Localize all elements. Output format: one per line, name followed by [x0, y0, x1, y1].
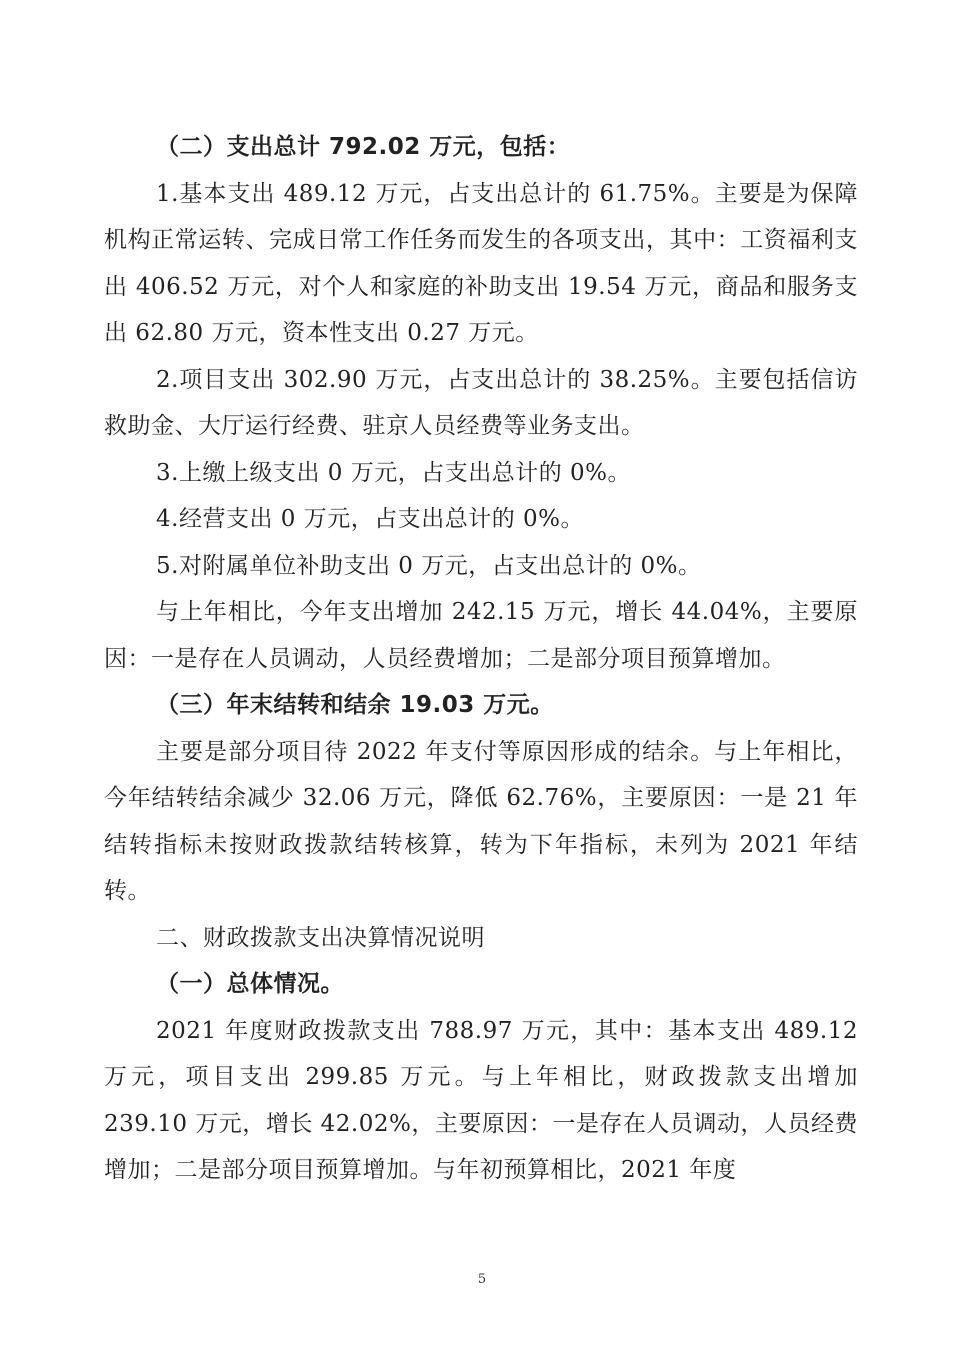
section-heading-overview: （一）总体情况。 — [156, 971, 344, 997]
chapter-heading-fiscal-appropriation: 二、财政拨款支出决算情况说明 — [156, 924, 485, 951]
paragraph-carryover-detail: 主要是部分项目待 2022 年支付等原因形成的结余。与上年相比，今年结转结余减少 32.06 万元，降低 62.76%，主要原因：一是 21 年结转指标未按财政拨款结转核算，转为下年指标，未列为 2021 年结转。 — [104, 738, 858, 904]
section-heading-expenditure-total: （二）支出总计 792.02 万元，包括： — [156, 134, 571, 160]
paragraph-basic-expenditure: 1.基本支出 489.12 万元，占支出总计的 61.75%。主要是为保障机构正常运转、完成日常工作任务而发生的各项支出，其中：工资福利支出 406.52 万元，对个人和家庭的补助支出 19.54 万元，商品和服务支出 62.80 万元，资本性支出 0.27 万元。 — [104, 180, 858, 346]
paragraph-project-expenditure: 2.项目支出 302.90 万元，占支出总计的 38.25%。主要包括信访救助金、大厅运行经费、驻京人员经费等业务支出。 — [104, 366, 858, 439]
paragraph-subsidiary-subsidy: 5.对附属单位补助支出 0 万元，占支出总计的 0%。 — [156, 552, 702, 579]
paragraph-remit-superior: 3.上缴上级支出 0 万元，占支出总计的 0%。 — [156, 459, 631, 486]
section-heading-carryover: （三）年末结转和结余 19.03 万元。 — [156, 692, 554, 718]
page-number: 5 — [477, 1272, 487, 1287]
paragraph-yoy-comparison: 与上年相比，今年支出增加 242.15 万元，增长 44.04%，主要原因：一是存在人员调动，人员经费增加；二是部分项目预算增加。 — [104, 599, 858, 672]
paragraph-overview-detail: 2021 年度财政拨款支出 788.97 万元，其中：基本支出 489.12 万元，项目支出 299.85 万元。与上年相比，财政拨款支出增加 239.10 万元，增长 42.02%，主要原因：一是存在人员调动，人员经费增加；二是部分项目预算增加。与年初预算相比，2021 年度 — [104, 1017, 858, 1183]
paragraph-operating-expenditure: 4.经营支出 0 万元，占支出总计的 0%。 — [156, 506, 584, 532]
document-body — [104, 124, 858, 1194]
